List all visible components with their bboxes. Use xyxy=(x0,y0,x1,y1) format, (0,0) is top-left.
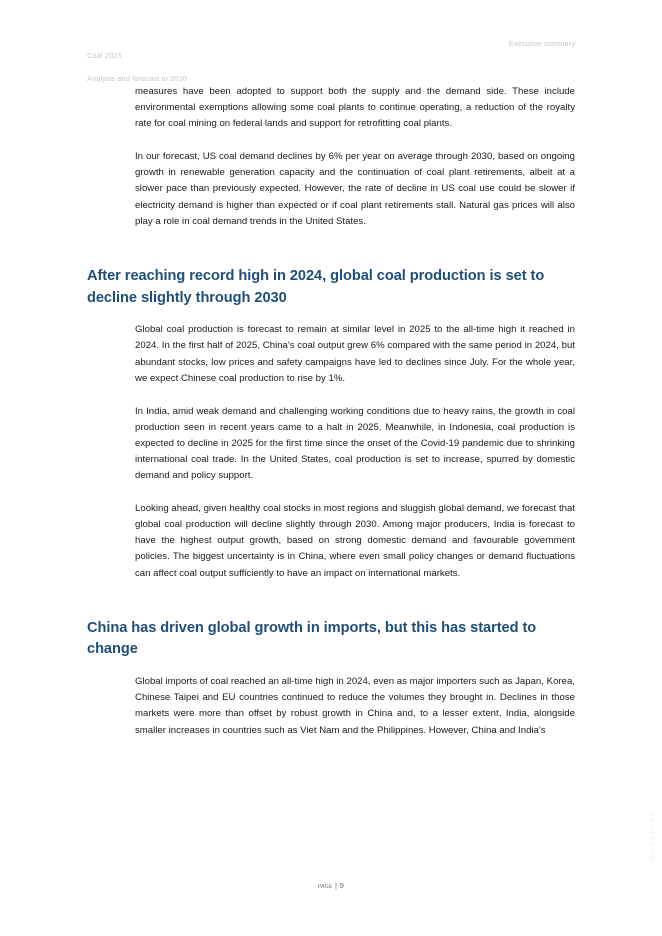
paragraph-us-policy-measures: measures have been adopted to support both the supply and the demand side. These include environmental exemptions allowing some coal plants to continue operating, a reduction of the royalty rate for coal mining on federal lands and support for retrofitting coal plants. xyxy=(135,86,575,130)
paragraph-global-imports-2024: Global imports of coal reached an all-time high in 2024, even as major importers such as Japan, Korea, Chinese Taipei and EU countries continued to reduce the volumes they brought in. Declines in those markets were more than offset by robust growth in China and, to a lesser extent, India, alongside smaller increases in countries such as Viet Nam and the Philippines. However, China and India's xyxy=(135,676,575,736)
header-section-name: Executive summary xyxy=(508,39,575,48)
page-number-label: page | 9 xyxy=(317,881,345,890)
spacer-before-heading-2 xyxy=(87,599,575,618)
paragraph-production-outlook-2030: Looking ahead, given healthy coal stocks in most regions and sluggish global demand, we forecast that global coal production will decline slightly through 2030. Among major producers, India is forecast to have the highest output growth, based on strong domestic demand and favourable government policies. The biggest uncertainty is in China, where even small policy changes or demand fluctuations can affect coal output sufficiently to have an impact on international markets. xyxy=(135,503,575,579)
header-document-title: Coal 2025 xyxy=(87,50,122,60)
spacer-after-heading-2 xyxy=(87,661,575,674)
header-document-subtitle: Analysis and forecast to 2030 xyxy=(87,73,187,83)
page-content xyxy=(87,84,575,756)
paragraph-india-indonesia-us-production: In India, amid weak demand and challenging working conditions due to heavy rains, the growth in coal production seen in recent years came to a halt in 2025. Meanwhile, in Indonesia, coal production is expected to decline in 2025 for the first time since the onset of the Covid-19 pandemic due to shrinking international coal trade. In the United States, coal production is set to increase, spurred by domestic demand and policy support. xyxy=(135,405,575,482)
spacer-before-heading-1 xyxy=(87,247,575,266)
spacer-after-heading-1 xyxy=(87,309,575,322)
section-heading-china-imports: China has driven global growth in imports, but this has started to change xyxy=(87,619,537,658)
paragraph-global-production-2025: Global coal production is forecast to remain at similar level in 2025 to the all-time high it reached in 2024. In the first half of 2025, China's coal output grew 6% compared with the same period in 2024, but abundant stocks, low prices and safety campaigns have led to declines since July. For the whole year, we expect Chinese coal production to rise by 1%. xyxy=(135,324,575,384)
paragraph-us-demand-forecast: In our forecast, US coal demand declines by 6% per year on average through 2030, based on ongoing growth in renewable generation capacity and the continuation of coal plant retirements, albeit at a slower pace than previously expected. However, the rate of decline in US coal use could be slower if electricity demand is higher than expected or if coal plant retirements stall. Natural gas prices will also play a role in coal demand trends in the United States. xyxy=(135,151,575,227)
side-copyright-credit: IEA. CC BY 4.0 xyxy=(650,812,657,862)
section-heading-global-coal-production: After reaching record high in 2024, global coal production is set to decline slightly through 2030 xyxy=(87,267,545,306)
page-footer xyxy=(0,881,662,890)
